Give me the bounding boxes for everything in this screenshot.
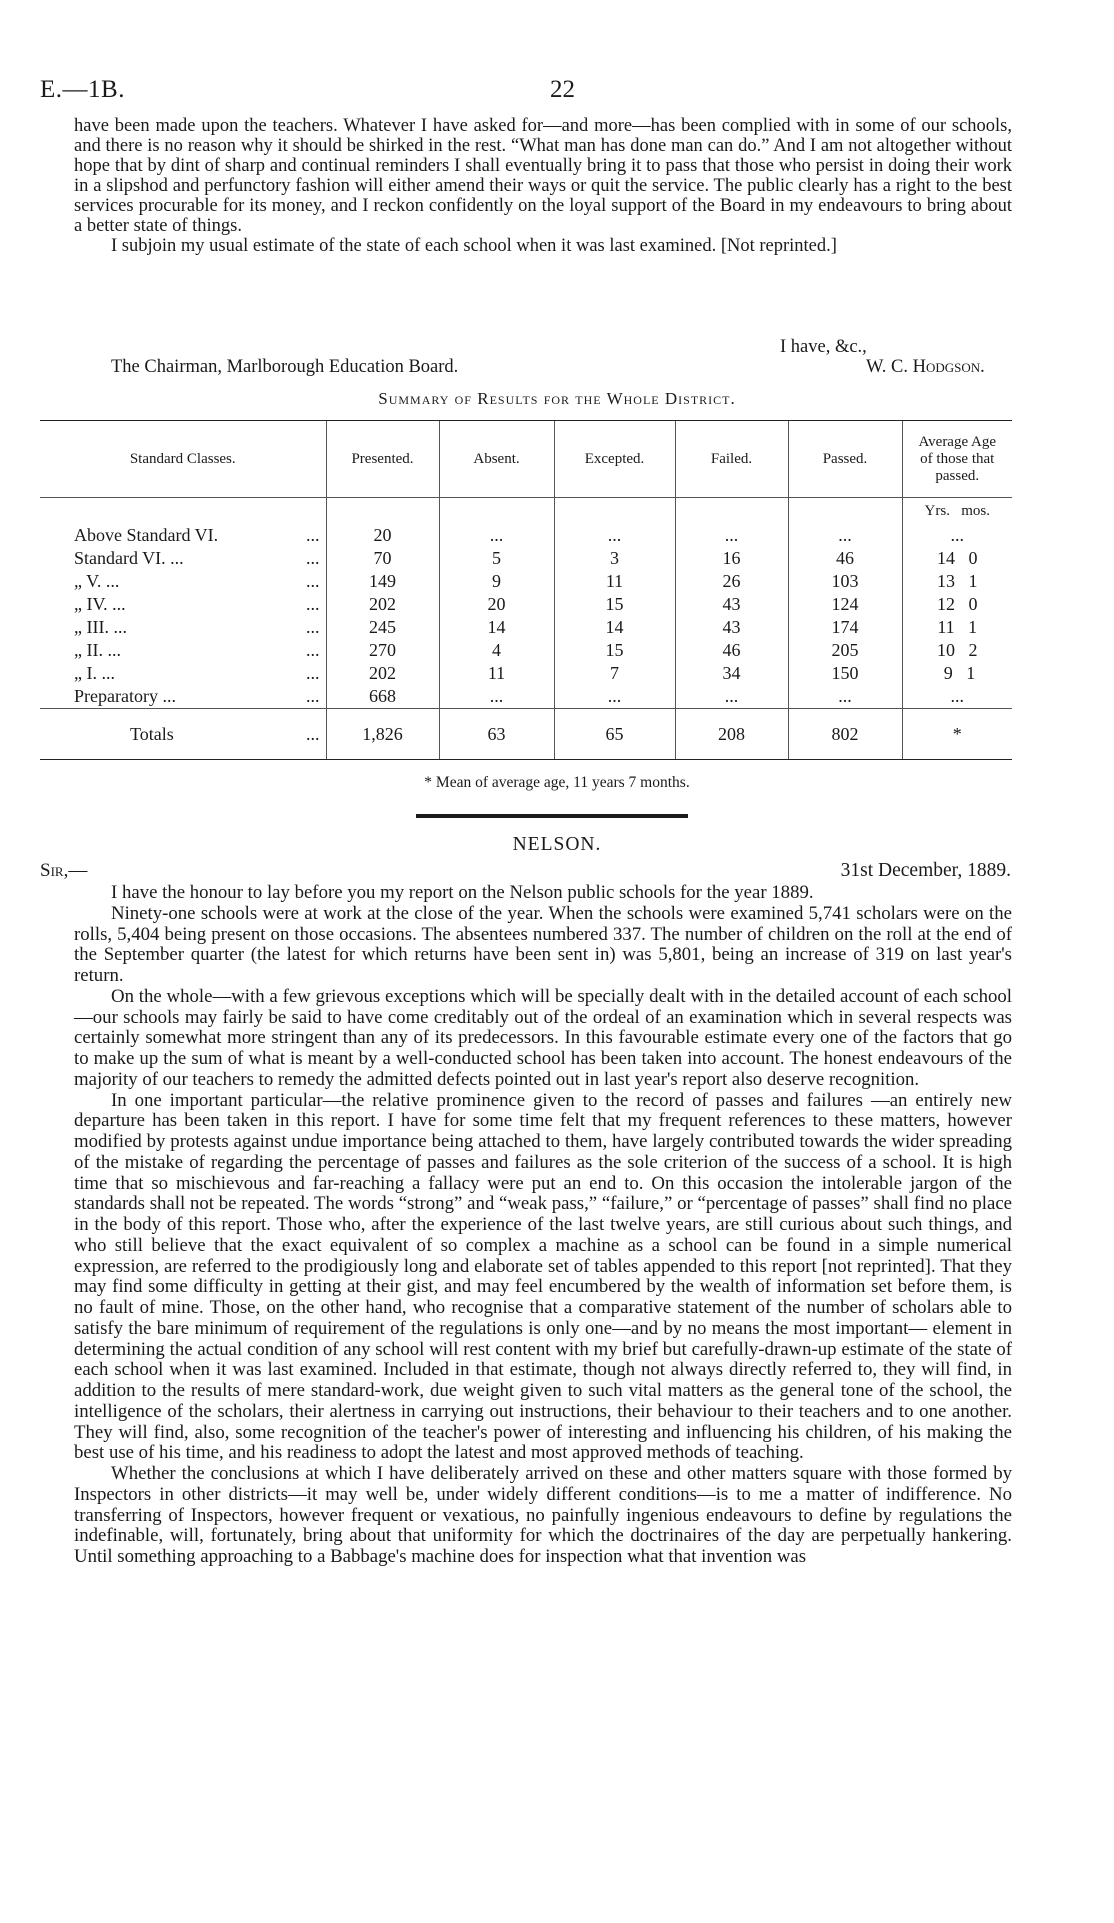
dot-leader: ... [306,594,320,614]
absent-cell: ... [439,685,554,709]
row-label-text: „ III. ... [74,617,127,637]
dot-leader: ... [306,723,320,744]
letter-date: 31st December, 1889. [840,860,1011,881]
failed-cell: 16 [675,547,788,570]
column-header: Passed. [788,421,902,498]
table-row [40,616,1012,639]
failed-cell: 43 [675,593,788,616]
row-label [40,639,326,662]
failed-cell: 46 [675,639,788,662]
closing-addressee: The Chairman, Marlborough Education Board. [111,357,459,377]
passed-cell: 150 [788,662,902,685]
excepted-cell: ... [554,685,675,709]
passed-cell: 174 [788,616,902,639]
document-reference: E.—1B. [40,76,125,103]
failed-cell: ... [675,524,788,547]
intro-paragraph: have been made upon the teachers. Whatever I have asked for—and more—has been complied with in some of our schools, and there is no reason why it should be shirked in the rest. “What man has done man can do.” And I am not altogether without hope that by dint of sharp and continual reminders I shall eventually bring it to pass that those who persist in doing their work in a slipshod and perfunctory fashion will either amend their ways or quit the service. The public clearly has a right to the best services procurable for its money, and I reckon confidently on the loyal support of the Board in my endeavours to bring about a better state of things. [74,116,1012,236]
age-units-row [40,498,1012,525]
absent-cell: 9 [439,570,554,593]
row-label-text: „ IV. ... [74,594,126,614]
presented-cell: 270 [326,639,439,662]
failed-cell: 43 [675,616,788,639]
column-header: Excepted. [554,421,675,498]
dot-leader: ... [306,571,320,591]
row-label-text: Totals [130,723,174,744]
totals-row [40,709,1012,760]
row-label-text: „ I. ... [74,663,115,683]
row-label [40,593,326,616]
dot-leader: ... [306,548,320,568]
closing-signature: W. C. Hodgson. [866,357,985,377]
excepted-cell: 14 [554,616,675,639]
absent-cell: 63 [439,709,554,760]
row-label-text: Standard VI. ... [74,548,184,568]
average-age-cell: 14 0 [902,547,1012,570]
passed-cell: 124 [788,593,902,616]
report-paragraph: Ninety-one schools were at work at the close of the year. When the schools were examined 5,741 scholars were on the rolls, 5,404 being present on those occasions. The absentees numbered 337. The number of children on the roll at the end of the September quarter (the latest for which returns have been sent in) was 5,801, being an increase of 319 on last year's return. [74,902,1012,986]
column-header: Average Age of those that passed. [902,421,1012,498]
closing-salutation: I have, &c., [780,337,867,357]
column-header: Presented. [326,421,439,498]
table-row [40,570,1012,593]
column-header: Absent. [439,421,554,498]
presented-cell: 668 [326,685,439,709]
row-label [40,524,326,547]
table-row [40,593,1012,616]
row-label [40,662,326,685]
row-label-text: Preparatory ... [74,686,176,706]
failed-cell: 34 [675,662,788,685]
column-header: Standard Classes. [40,421,326,498]
row-label-text: „ V. ... [74,571,120,591]
average-age-cell: 10 2 [902,639,1012,662]
excepted-cell: ... [554,524,675,547]
table-footnote: * Mean of average age, 11 years 7 months. [424,774,690,791]
absent-cell: ... [439,524,554,547]
section-title: NELSON. [512,834,602,855]
excepted-cell: 3 [554,547,675,570]
passed-cell: 802 [788,709,902,760]
average-age-cell: 12 0 [902,593,1012,616]
letter-salutation: Sir,— [40,860,88,881]
summary-results-table [40,420,1012,760]
report-paragraph: Whether the conclusions at which I have deliberately arrived on these and other matters square with those formed by Inspectors in other districts—it may well be, under widely different conditions—is to me a matter of indifference. No transferring of Inspectors, however frequent or vexatious, no painfully ingenious endeavours to define by regulations the indefinable, will, fortunately, bring about that uniformity for which the doctrinaires of the day are perpetually hankering. Until something approaching to a Babbage's machine does for inspection what that invention was [74,1463,1012,1567]
nelson-report-text [74,883,1012,1568]
table-row [40,547,1012,570]
excepted-cell: 15 [554,593,675,616]
dot-leader: ... [306,617,320,637]
intro-text [74,116,1012,256]
average-age-cell: 11 1 [902,616,1012,639]
letter-closing [74,337,1012,377]
passed-cell: 46 [788,547,902,570]
dot-leader: ... [306,640,320,660]
presented-cell: 20 [326,524,439,547]
report-paragraph: I have the honour to lay before you my report on the Nelson public schools for the year 1889. [111,882,814,903]
average-age-cell: ... [902,685,1012,709]
dot-leader: ... [306,525,320,545]
failed-cell: 208 [675,709,788,760]
row-label [40,616,326,639]
row-label-text: Above Standard VI. [74,525,219,545]
section-divider [416,814,688,818]
row-label-text: „ II. ... [74,640,121,660]
presented-cell: 245 [326,616,439,639]
absent-cell: 14 [439,616,554,639]
absent-cell: 11 [439,662,554,685]
dot-leader: ... [306,663,320,683]
subjoin-paragraph: I subjoin my usual estimate of the state of each school when it was last examined. [Not reprinted.] [111,236,837,256]
row-label [40,685,326,709]
average-age-cell: * [902,709,1012,760]
row-label [40,570,326,593]
table-title: Summary of Results for the Whole District. [378,389,736,408]
excepted-cell: 15 [554,639,675,662]
table-row [40,524,1012,547]
presented-cell: 202 [326,593,439,616]
average-age-cell: ... [902,524,1012,547]
absent-cell: 20 [439,593,554,616]
dot-leader: ... [306,686,320,706]
presented-cell: 202 [326,662,439,685]
presented-cell: 149 [326,570,439,593]
presented-cell: 70 [326,547,439,570]
presented-cell: 1,826 [326,709,439,760]
table-header-row [40,421,1012,498]
excepted-cell: 7 [554,662,675,685]
failed-cell: ... [675,685,788,709]
average-age-cell: 13 1 [902,570,1012,593]
absent-cell: 4 [439,639,554,662]
passed-cell: 103 [788,570,902,593]
excepted-cell: 11 [554,570,675,593]
absent-cell: 5 [439,547,554,570]
passed-cell: 205 [788,639,902,662]
failed-cell: 26 [675,570,788,593]
report-paragraph: On the whole—with a few grievous exceptions which will be specially dealt with in the detailed account of each school—our schools may fairly be said to have come creditably out of the ordeal of an examination which in several respects was certainly somewhat more stringent than any of its predecessors. In this favourable estimate every one of the factors that go to make up the sum of what is meant by a well-conducted school has been taken into account. The honest endeavours of the majority of our teachers to remedy the admitted defects pointed out in last year's report also deserve recognition. [74,985,1012,1090]
table-row [40,685,1012,709]
row-label [40,709,326,760]
table-row [40,639,1012,662]
passed-cell: ... [788,685,902,709]
age-units: Yrs. mos. [902,498,1012,525]
passed-cell: ... [788,524,902,547]
report-paragraph: In one important particular—the relative prominence given to the record of passes and failures —an entirely new departure has been taken in this report. I have for some time felt that my frequent references to these matters, however modified by protests against undue importance being attached to them, have largely contributed towards the wider spreading of the mistake of regarding the percentage of passes and failures as the sole criterion of the success of a school. It is high time that so mischievous and far-reaching a fallacy were put an end to. On this occasion the intolerable jargon of the standards shall not be repeated. The words “strong” and “weak pass,” “failure,” or “percentage of passes” shall find no place in the body of this report. Those who, after the experience of the last twelve years, are still curious about such things, and who still believe that the exact equivalent of so complex a machine as a school can be found in a simple numerical expression, are referred to the prodigiously long and elaborate set of tables appended to this report [not reprinted]. That they may find some difficulty in getting at their gist, and may feel encumbered by the wealth of information set before them, is no fault of mine. Those, on the other hand, who recognise that a comparative statement of the number of scholars able to satisfy the bare minimum of requirement of the regulations is only one—and by no means the most important— element in determining the actual condition of any school will rest content with my brief but carefully-drawn-up estimate of the state of each school when it was last examined. Included in that estimate, though not always directly referred to, they will find, in addition to the results of mere standard-work, due weight given to such vital matters as the general tone of the school, the intelligence of the scholars, their alertness in carrying out instructions, their behaviour to their teachers and to one another. They will find, also, some recognition of the teacher's power of interesting and influencing his children, of his making the best use of his time, and his readiness to adopt the latest and most approved methods of teaching. [74,1089,1012,1464]
page-number: 22 [550,76,575,103]
average-age-cell: 9 1 [902,662,1012,685]
excepted-cell: 65 [554,709,675,760]
row-label [40,547,326,570]
table-row [40,662,1012,685]
column-header: Failed. [675,421,788,498]
